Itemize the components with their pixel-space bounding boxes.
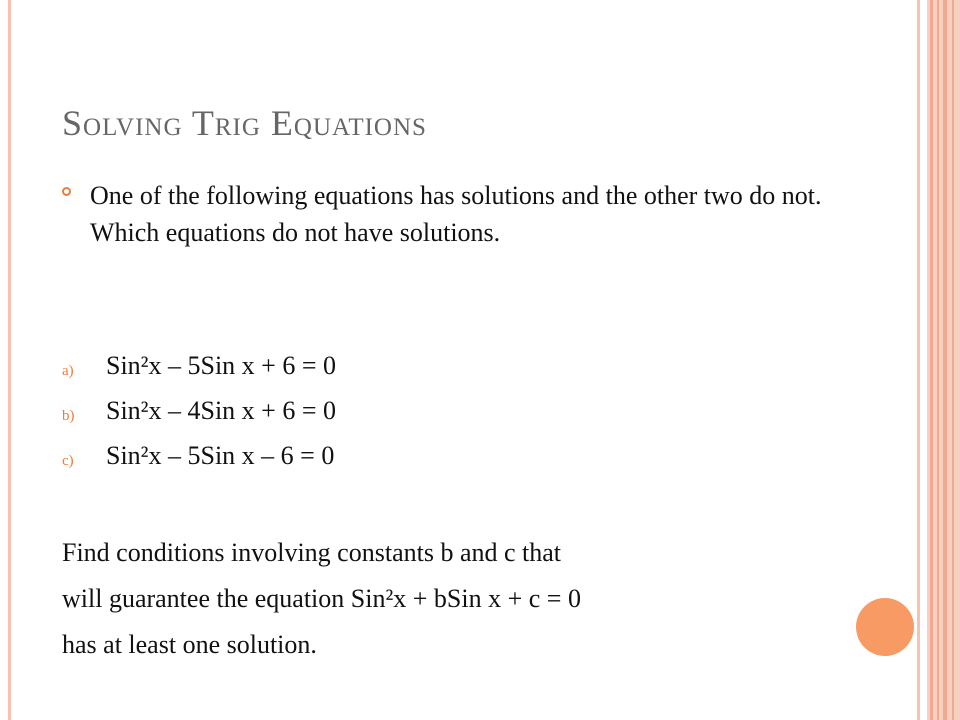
equation-marker: b) — [62, 408, 75, 424]
stripe-line — [952, 0, 954, 720]
find-line: Find conditions involving constants b and c that — [62, 538, 562, 567]
find-conditions-text — [62, 530, 842, 668]
find-line: will guarantee the equation Sin²x + bSin x + c = 0 — [62, 584, 581, 613]
intro-text: One of the following equations has solutions and the other two do not. Which equations do not have solutions. — [90, 181, 822, 247]
decorative-stripes — [927, 0, 960, 720]
stripe-line — [937, 0, 939, 720]
equation-text: Sin²x – 5Sin x + 6 = 0 — [106, 351, 336, 380]
find-line: has at least one solution. — [62, 630, 317, 659]
equation-marker: a) — [62, 363, 74, 379]
equation-item — [62, 351, 662, 391]
equation-item — [62, 441, 662, 481]
decorative-orange-circle — [856, 598, 914, 656]
equation-item — [62, 396, 662, 436]
equation-text: Sin²x – 5Sin x – 6 = 0 — [106, 441, 335, 470]
circle-bullet-icon — [62, 187, 71, 196]
slide-title: Solving Trig Equations — [62, 103, 427, 143]
equation-marker: c) — [62, 453, 74, 469]
stripe-line — [930, 0, 933, 720]
stripe-line — [943, 0, 947, 720]
equation-text: Sin²x – 4Sin x + 6 = 0 — [106, 396, 336, 425]
